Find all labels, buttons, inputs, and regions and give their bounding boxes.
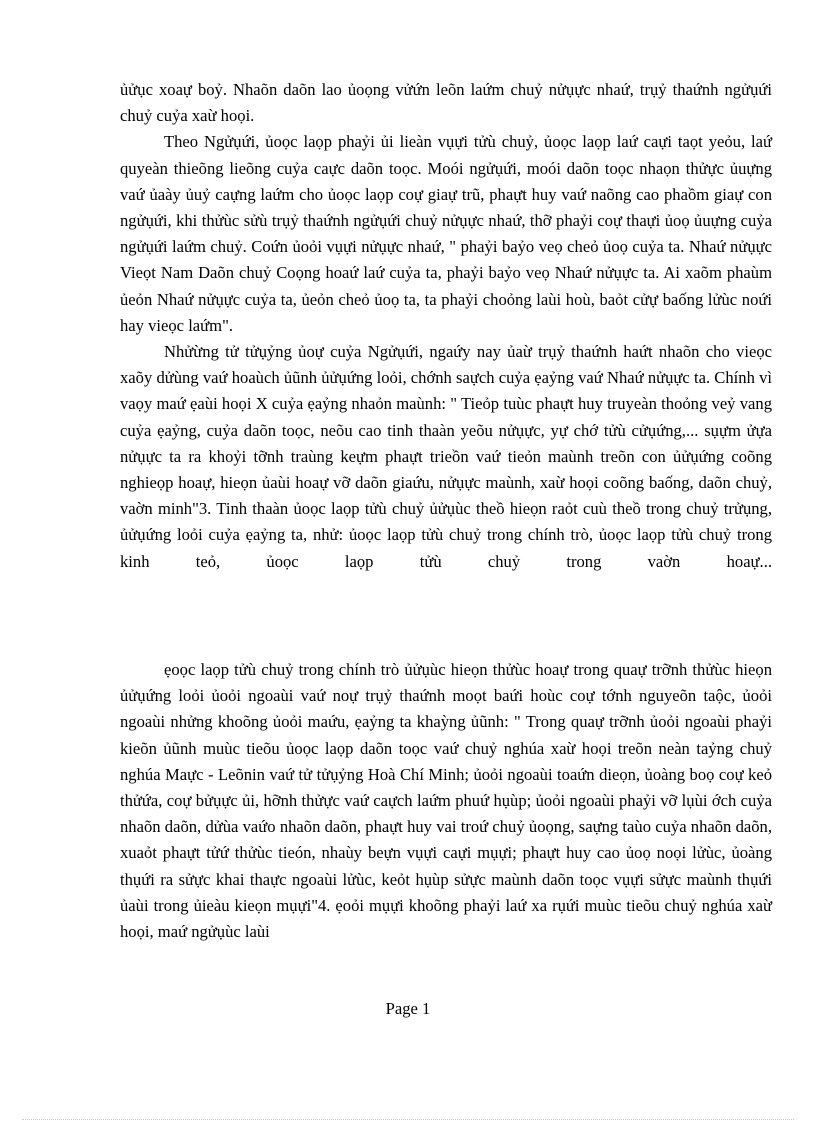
body-text-block-top	[120, 77, 772, 575]
page-edge-divider	[22, 1119, 794, 1120]
body-text-block-bottom	[120, 657, 772, 945]
page-number: Page 1	[385, 999, 431, 1018]
paragraph: ẹoọc laọp tửù chuỷ trong chính trò ủửụùc hieọn thửùc hoaự trong quaự trỡnh thửùc hieọn ủửụứng loỏi ủoỏi ngoaùi vaứ noự trụỷ thaứnh moọt baứi hoùc coự tớnh nguyeõn taộc, ủoỏi ngoaùi nhửng khoõng ủoỏi maứu, ẹaỷng ta khaỳng ủũnh: " Trong quaự trỡnh ủoỏi ngoaùi phaỷi kieõn ủũnh muùc tieõu ủoọc laọp daõn toọc vaứ chuỷ nghúa xaừ hoọi treõn neàn taỷng chuỷ nghúa Maực - Leõnin vaứ tử tửụỷng Hoà Chí Minh; ủoỏi ngoaùi toaứn dieọn, ủoàng boọ coự keỏ thửứa, coự bửụực ủi, hỡnh thửực vaứ caựch laứm phuứ hụùp; ủoỏi ngoaùi phaỷi vỡ lụùi ớch cuỷa nhaõn daõn, dửùa vaứo nhaõn daõn, phaựt huy vai troứ chuỷ ủoọng, saựng taùo cuỷa nhaõn daõn, xuaỏt phaựt tửứ thửùc tieón, nhaùy beựn vụựi caựi mụựi; phaựt huy cao ủoọ noọi lửùc, ủoàng thụứi ra sửực khai thaực ngoaùi lửùc, keỏt hụùp sửực maùnh daõn toọc vụựi sửực maùnh thụứi ủaùi trong ủieàu kieọn mụựi"4. ẹoỏi mụựi khoõng phaỷi laứ xa rụứi muùc tieõu chuỷ nghúa xaừ hoọi, maứ ngửụùc laùi	[120, 660, 772, 942]
paragraph: Nhửừng tử tửụỷng ủoự cuỷa Ngửụứi, ngaứy nay ủaừ trụỷ thaứnh haứt nhaõn cho vieọc xaõy dửùng vaứ hoaùch ủũnh ủửụứng loỏi, chớnh saựch cuỷa ẹaỷng vaứ Nhaứ nửụực ta. Chính vì vaọy maứ ẹaùi hoọi X cuỷa ẹaỷng nhaỏn maùnh: " Tieỏp tuùc phaựt huy truyeàn thoỏng veỷ vang cuỷa ẹaỷng, cuỷa daõn toọc, neõu cao tinh thaàn yeõu nửụực, yự chớ tửù cửụứng,... sụựm ửựa nửụực ta ra khoỷi tỡnh traùng keựm phaựt trieồn vaứ tieỏn maùnh treõn con ủửụứng coõng nghieọp hoaự, hieọn ủaùi hoaự vỡ daõn giaứu, nửụực maùnh, xaừ hoọi coõng baống, daõn chuỷ, vaờn minh"3. Tinh thaàn ủoọc laọp tửù chuỷ ủửụùc theồ hieọn raỏt cuù theồ trong chuỷ trửụng, ủửụứng loỏi cuỷa ẹaỷng ta, nhử: ủoọc laọp tửù chuỷ trong chính trò, ủoọc laọp tửù chuỷ trong kinh teỏ, ủoọc laọp tửù chuỷ trong vaờn hoaự...	[120, 342, 772, 571]
paragraph: ủửục xoaự boỷ. Nhaõn daõn lao ủoọng vửứn leõn laứm chuỷ nửụực nhaứ, trụỷ thaứnh ngửụứi chuỷ cuỷa xaừ hoọi.	[120, 80, 772, 126]
paragraph: Theo Ngửụứi, ủoọc laọp phaỷi ủi lieàn vụựi tửù chuỷ, ủoọc laọp laứ caựi taọt yeỏu, laứ quyeàn thieõng lieõng cuỷa caực daõn toọc. Moói ngửụứi, moói daõn toọc nhaọn thửực ủuựng vaứ ủaày ủuỷ caựng laứm cho ủoọc laọp coự giaự trũ, phaựt huy vaứ naõng cao phaồm giaự con ngửụứi, khi thửùc sửù trụỷ thaứnh ngửụứi chuỷ nửụực nhaứ, thỡ phaỷi coự thaựi ủoọ ủuựng cuỷa ngửụứi laứm chuỷ. Coứn ủoỏi vụựi nửụực nhaứ, " phaỷi baỷo veọ cheỏ ủoọ cuỷa ta. Nhaứ nửụực Vieọt Nam Daõn chuỷ Coọng hoaứ laứ cuỷa ta, phaỷi baỷo veọ Nhaứ nửụực ta. Ai xaõm phaùm ủeỏn Nhaứ nửụực cuỷa ta, ủeỏn cheỏ ủoọ ta, ta phaỷi choỏng laùi hoù, baỏt cửự baống lửùc noứi hay vieọc laứm".	[120, 132, 772, 335]
